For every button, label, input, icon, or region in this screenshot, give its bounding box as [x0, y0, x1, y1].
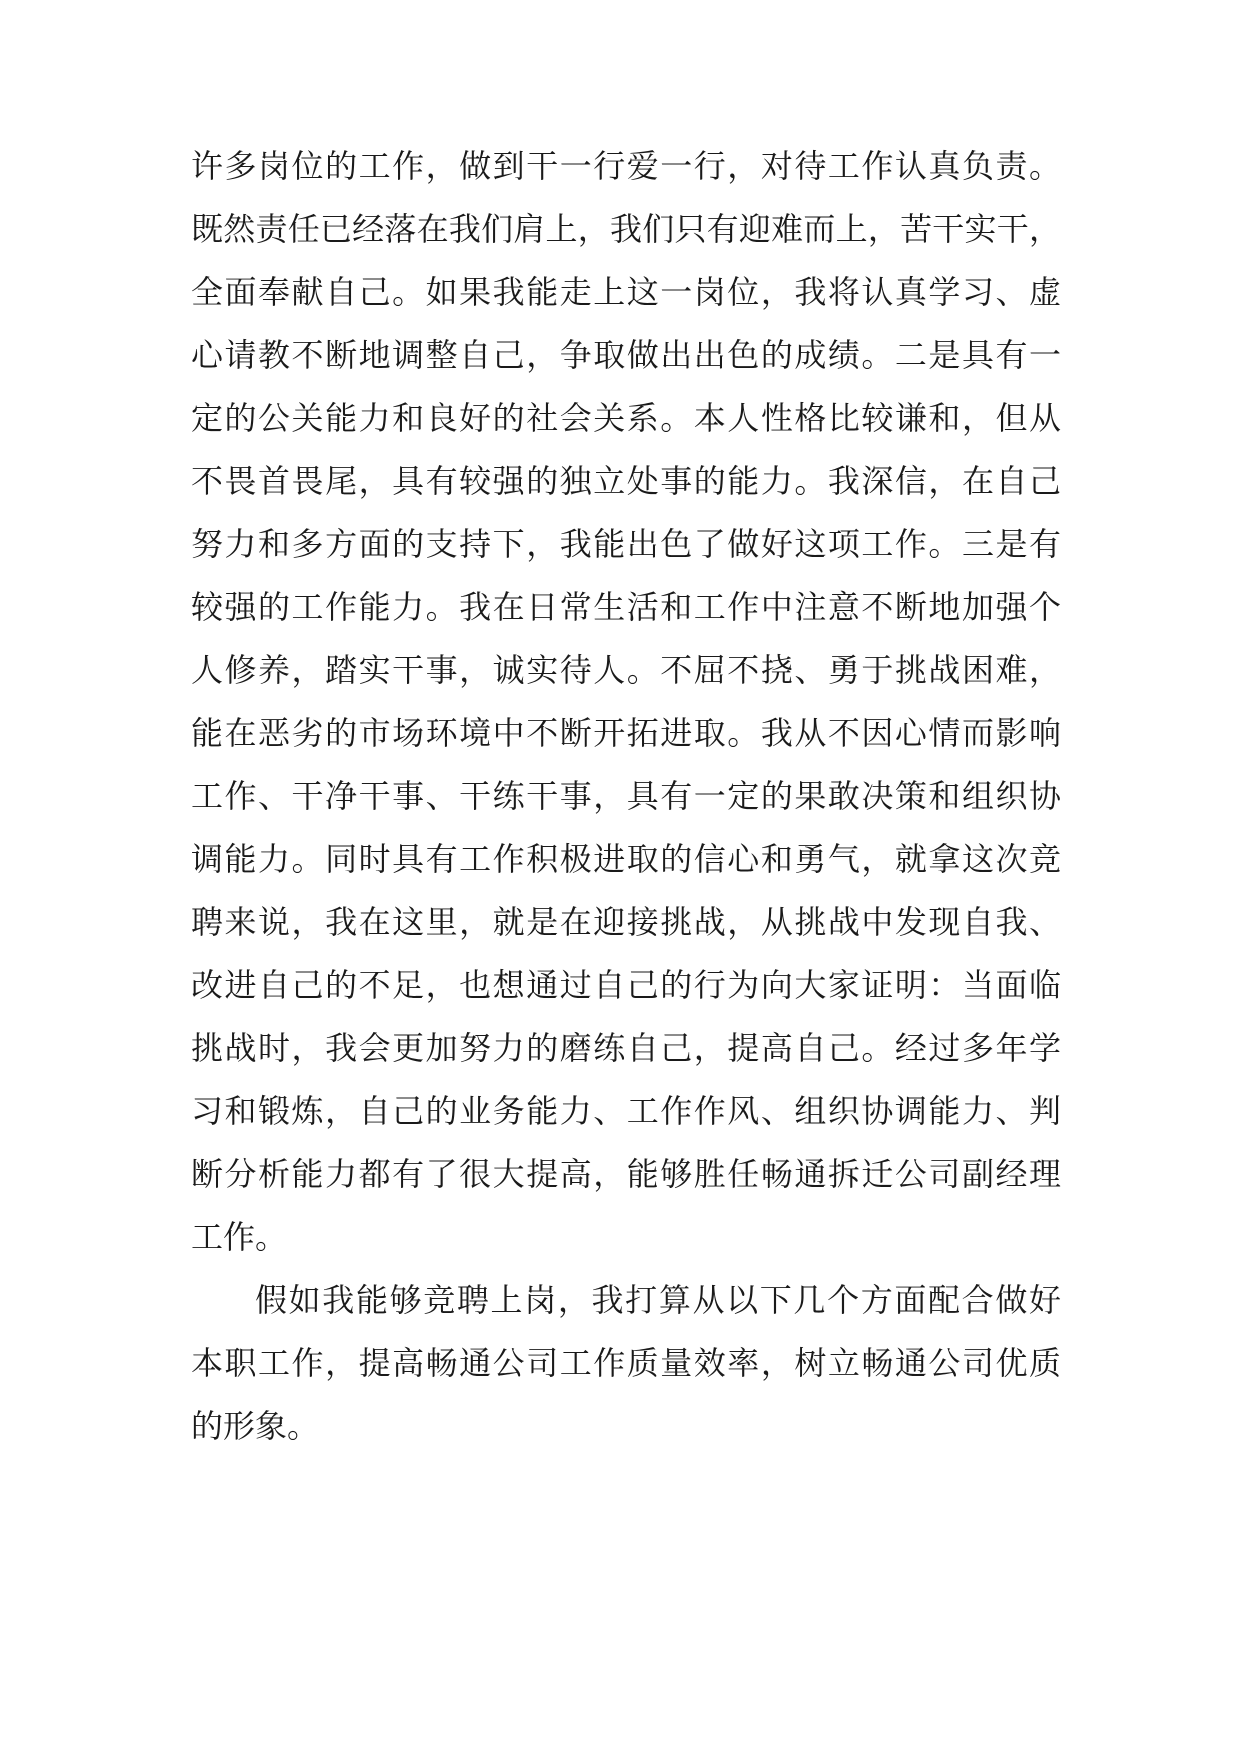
text-line: 定的公关能力和良好的社会关系。本人性格比较谦和，但从: [191, 399, 1061, 437]
text-line: 能在恶劣的市场环境中不断开拓进取。我从不因心情而影响: [191, 714, 1061, 752]
text-line: 习和锻炼，自己的业务能力、工作作风、组织协调能力、判: [191, 1092, 1061, 1130]
text-line: 既然责任已经落在我们肩上，我们只有迎难而上，苦干实干，: [191, 210, 1061, 248]
text-line: 断分析能力都有了很大提高，能够胜任畅通拆迁公司副经理: [191, 1155, 1061, 1193]
text-line: 聘来说，我在这里，就是在迎接挑战，从挑战中发现自我、: [191, 903, 1061, 941]
text-line: 工作、干净干事、干练干事，具有一定的果敢决策和组织协: [191, 777, 1061, 815]
text-line: 本职工作，提高畅通公司工作质量效率，树立畅通公司优质: [191, 1344, 1061, 1382]
text-line: 工作。: [191, 1218, 288, 1256]
text-line: 较强的工作能力。我在日常生活和工作中注意不断地加强个: [191, 588, 1061, 626]
text-line: 调能力。同时具有工作积极进取的信心和勇气，就拿这次竞: [191, 840, 1061, 878]
text-line: 挑战时，我会更加努力的磨练自己，提高自己。经过多年学: [191, 1029, 1061, 1067]
text-line: 努力和多方面的支持下，我能出色了做好这项工作。三是有: [191, 525, 1061, 563]
text-line: 假如我能够竞聘上岗，我打算从以下几个方面配合做好: [255, 1281, 1061, 1319]
text-line: 许多岗位的工作，做到干一行爱一行，对待工作认真负责。: [191, 147, 1061, 185]
text-line: 改进自己的不足，也想通过自己的行为向大家证明：当面临: [191, 966, 1061, 1004]
text-line: 不畏首畏尾，具有较强的独立处事的能力。我深信，在自己: [191, 462, 1061, 500]
text-line: 的形象。: [191, 1407, 320, 1445]
text-line: 全面奉献自己。如果我能走上这一岗位，我将认真学习、虚: [191, 273, 1061, 311]
text-line: 心请教不断地调整自己，争取做出出色的成绩。二是具有一: [191, 336, 1061, 374]
text-line: 人修养，踏实干事，诚实待人。不屈不挠、勇于挑战困难，: [191, 651, 1061, 689]
